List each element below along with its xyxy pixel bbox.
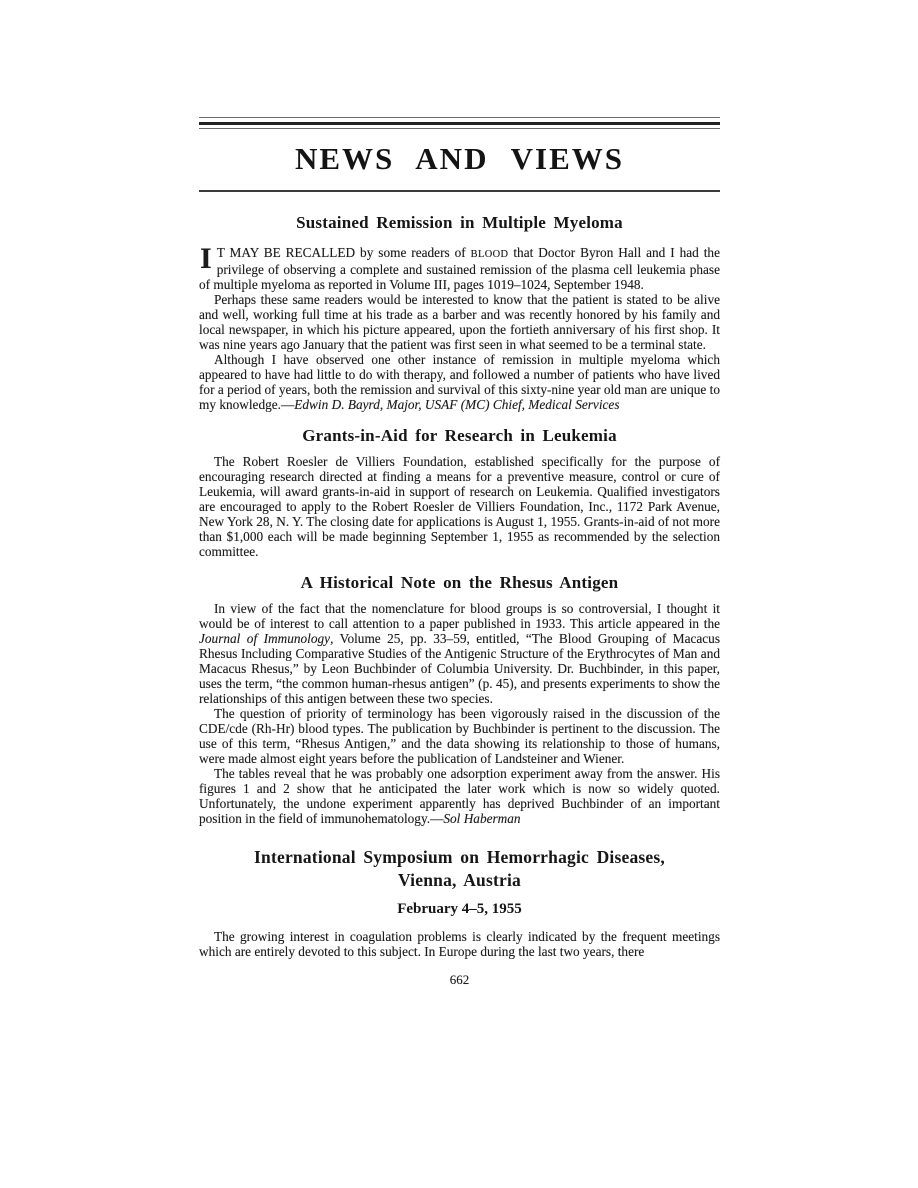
paragraph [199, 352, 720, 412]
journal-name-immunology: Journal of Immunology [199, 631, 331, 646]
section-grants-in-aid [199, 425, 720, 559]
paragraph-text: T MAY BE RECALLED by some readers of [216, 245, 471, 260]
masthead-title: NEWS AND VIEWS [294, 141, 625, 176]
drop-cap: I [200, 242, 212, 275]
paragraph [199, 766, 720, 826]
section-title-line1: International Symposium on Hemorrhagic Diseases, [254, 847, 665, 867]
rule-line [199, 117, 720, 118]
paragraph-text: Although I have observed one other instance of remission in multiple myeloma which appeared to have had little to do with therapy, and followed a number of patients who have lived for a period of years, both the remission and survival of this sixty-nine year old man are unique to my knowledge.— [199, 352, 720, 412]
paragraph: The Robert Roesler de Villiers Foundation, established specifically for the purpose of encouraging research directed at finding a means for a preventive measure, control or cure of Leukemia, will award grants-in-aid in support of research on Leukemia. Qualified investigators are encouraged to apply to the Robert Roesler de Villiers Foundation, Inc., 1172 Park Avenue, New York 28, N. Y. The closing date for applications is August 1, 1955. Grants-in-aid of not more than $1,000 each will be made beginning September 1, 1955 as recommended by the selection committee. [199, 454, 720, 559]
author-signature: Edwin D. Bayrd, Major, USAF (MC) Chief, Medical Services [294, 397, 620, 412]
section-title-line2: Vienna, Austria [397, 870, 521, 890]
paragraph-text: In view of the fact that the nomenclature for blood groups is so controversial, I thought it would be of interest to call attention to a paper published in 1933. This article appeared in the [199, 601, 720, 631]
section-rhesus-antigen [199, 572, 720, 826]
section-title: Grants-in-Aid for Research in Leukemia [302, 426, 617, 445]
paragraph: The growing interest in coagulation problems is clearly indicated by the frequent meetings which are entirely devoted to this subject. In Europe during the last two years, there [199, 929, 720, 959]
section-title: A Historical Note on the Rhesus Antigen [300, 573, 619, 592]
symposium-date: February 4–5, 1955 [397, 901, 522, 917]
paragraph: The question of priority of terminology has been vigorously raised in the discussion of the CDE/cde (Rh-Hr) blood types. The publication by Buchbinder is pertinent to the discussion. The use of this term, “Rhesus Antigen,” and the data showing its relationship to those of humans, were made almost eight years before the publication of Landsteiner and Wiener. [199, 706, 720, 766]
rule-line [199, 122, 720, 125]
journal-name-blood: BLOOD [470, 249, 509, 260]
text-column [199, 0, 720, 988]
page-number: 662 [449, 972, 470, 987]
rule-line [199, 128, 720, 129]
paragraph [199, 242, 720, 292]
section-symposium [199, 846, 720, 959]
paragraph: Perhaps these same readers would be interested to know that the patient is stated to be alive and well, working full time at his trade as a barber and was recently honored by his family and local newspaper, in which his picture appeared, upon the fortieth anniversary of his first shop. It was nine years ago January that the patient was first seen in what seemed to be a terminal state. [199, 292, 720, 352]
section-title: Sustained Remission in Multiple Myeloma [296, 213, 623, 232]
paragraph-text: The tables reveal that he was probably one adsorption experiment away from the answer. His figures 1 and 2 show that he anticipated the later work which is now so widely quoted. Unfortunately, the undone experiment apparently has deprived Buchbinder of an important position in the field of immunohematology.— [199, 766, 720, 826]
section-title [199, 846, 720, 892]
section-sustained-remission [199, 212, 720, 412]
paragraph-text: , Volume 25, pp. 33–59, entitled, “The Blood Grouping of Macacus Rhesus Including Comparative Studies of the Antigenic Structure of the Erythrocytes of Man and Macacus Rhesus,” by Leon Buchbinder of Columbia University. Dr. Buchbinder, in this paper, uses the term, “the common human-rhesus antigen” (p. 45), and presents experiments to show the relationships of this antigen between these two species. [199, 631, 721, 706]
author-signature: Sol Haberman [443, 811, 521, 826]
top-triple-rule [199, 117, 720, 129]
paragraph-text: that Doctor Byron Hall and I had the privilege of observing a complete and sustained remission of the plasma cell leukemia phase of multiple myeloma as reported in Volume III, pages 1019–1024, September 1948. [199, 245, 720, 292]
masthead-bottom-rule [199, 190, 720, 192]
paragraph [199, 601, 720, 706]
